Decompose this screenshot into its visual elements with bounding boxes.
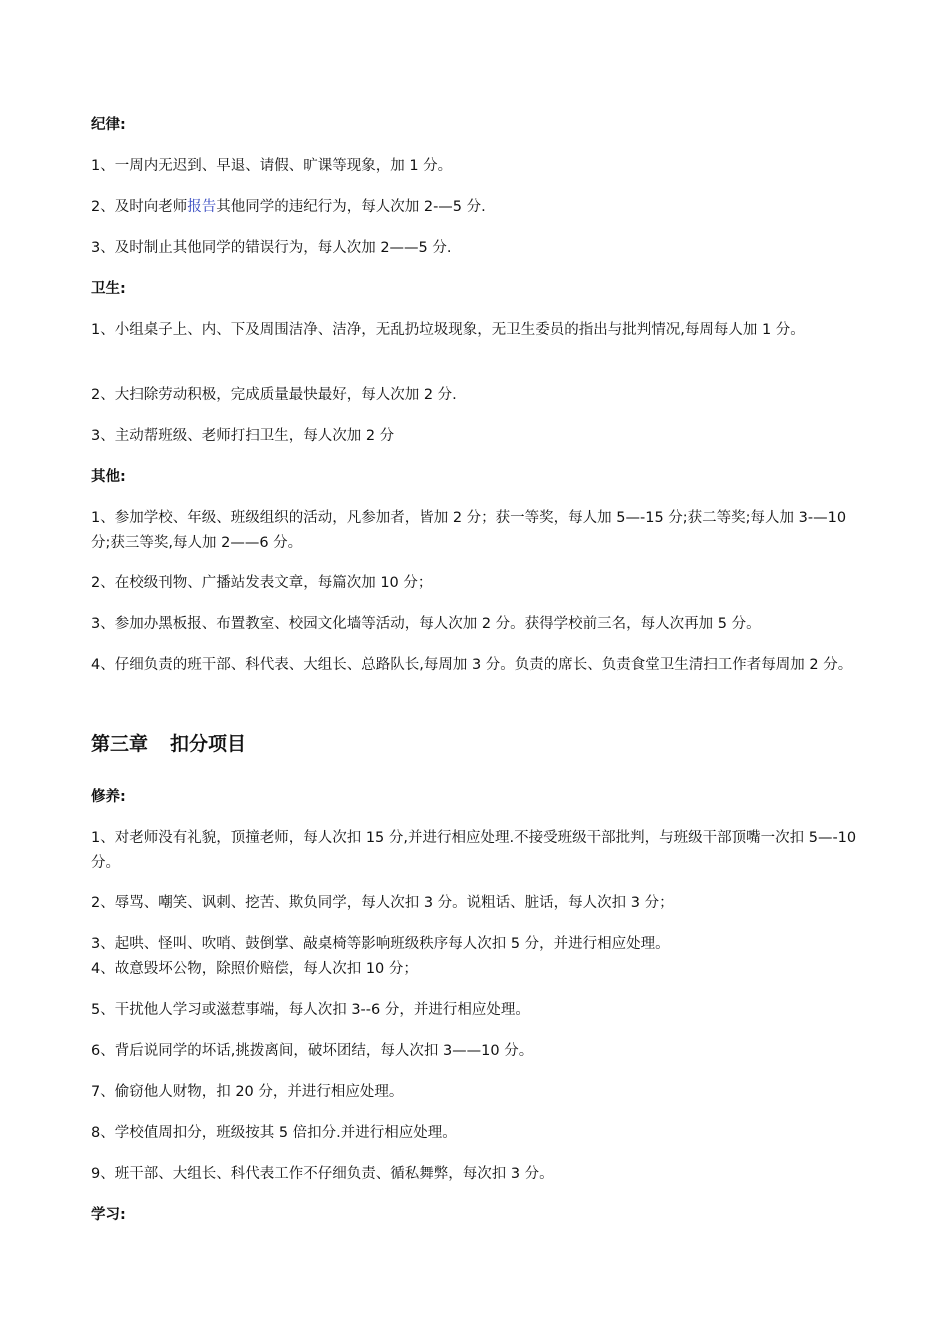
section-heading-discipline: 纪律: [91,117,126,133]
section-heading-cultivation: 修养: [91,789,126,805]
list-item: 1、参加学校、年级、班级组织的活动，凡参加者，皆加 2 分；获一等奖，每人加 5—-15 分;获二等奖;每人加 3-—10 分;获三等奖,每人加 2——6 分。 [91,510,847,551]
list-item: 9、班干部、大组长、科代表工作不仔细负责、循私舞弊，每次扣 3 分。 [91,1166,554,1182]
list-item [91,195,861,220]
list-item-text: 2、及时向老师 [91,199,188,215]
section-heading-hygiene: 卫生: [91,281,126,297]
list-item: 1、小组桌子上、内、下及周围洁净、洁净，无乱扔垃圾现象，无卫生委员的指出与批判情况,每周每人加 1 分。 [91,322,805,338]
section-heading-study: 学习: [91,1207,126,1223]
list-item: 6、背后说同学的坏话,挑拨离间，破坏团结，每人次扣 3——10 分。 [91,1043,534,1059]
list-item: 3、及时制止其他同学的错误行为，每人次加 2——5 分. [91,240,452,256]
list-item: 4、仔细负责的班干部、科代表、大组长、总路队长,每周加 3 分。负责的席长、负责食堂卫生清扫工作者每周加 2 分。 [91,657,853,673]
list-item: 3、主动帮班级、老师打扫卫生，每人次加 2 分 [91,428,395,444]
chapter-title [91,730,246,758]
list-item: 2、大扫除劳动积极，完成质量最快最好，每人次加 2 分. [91,387,457,403]
list-item: 3、参加办黑板报、布置教室、校园文化墙等活动，每人次加 2 分。获得学校前三名，每人次再加 5 分。 [91,616,761,632]
list-item: 4、故意毁坏公物，除照价赔偿，每人次扣 10 分； [91,961,418,977]
list-item: 2、辱骂、嘲笑、讽刺、挖苦、欺负同学，每人次扣 3 分。说粗话、脏话，每人次扣 3 分； [91,895,674,911]
report-link[interactable]: 报告 [187,199,217,215]
list-item-text: 其他同学的违纪行为，每人次加 2-—5 分. [216,199,486,215]
list-item: 1、对老师没有礼貌，顶撞老师，每人次扣 15 分,并进行相应处理.不接受班级干部批判，与班级干部顶嘴一次扣 5—-10 分。 [91,830,857,871]
chapter-name: 扣分项目 [170,733,247,755]
section-heading-other: 其他: [91,469,126,485]
list-item: 5、干扰他人学习或滋惹事端，每人次扣 3--6 分，并进行相应处理。 [91,1002,530,1018]
list-item: 3、起哄、怪叫、吹哨、鼓倒掌、敲桌椅等影响班级秩序每人次扣 5 分，并进行相应处理。 [91,936,670,952]
list-item: 2、在校级刊物、广播站发表文章，每篇次加 10 分； [91,575,433,591]
chapter-label: 第三章 [91,733,149,755]
list-item: 8、学校值周扣分，班级按其 5 倍扣分.并进行相应处理。 [91,1125,457,1141]
list-item: 1、一周内无迟到、早退、请假、旷课等现象，加 1 分。 [91,158,453,174]
list-item: 7、偷窃他人财物，扣 20 分，并进行相应处理。 [91,1084,404,1100]
